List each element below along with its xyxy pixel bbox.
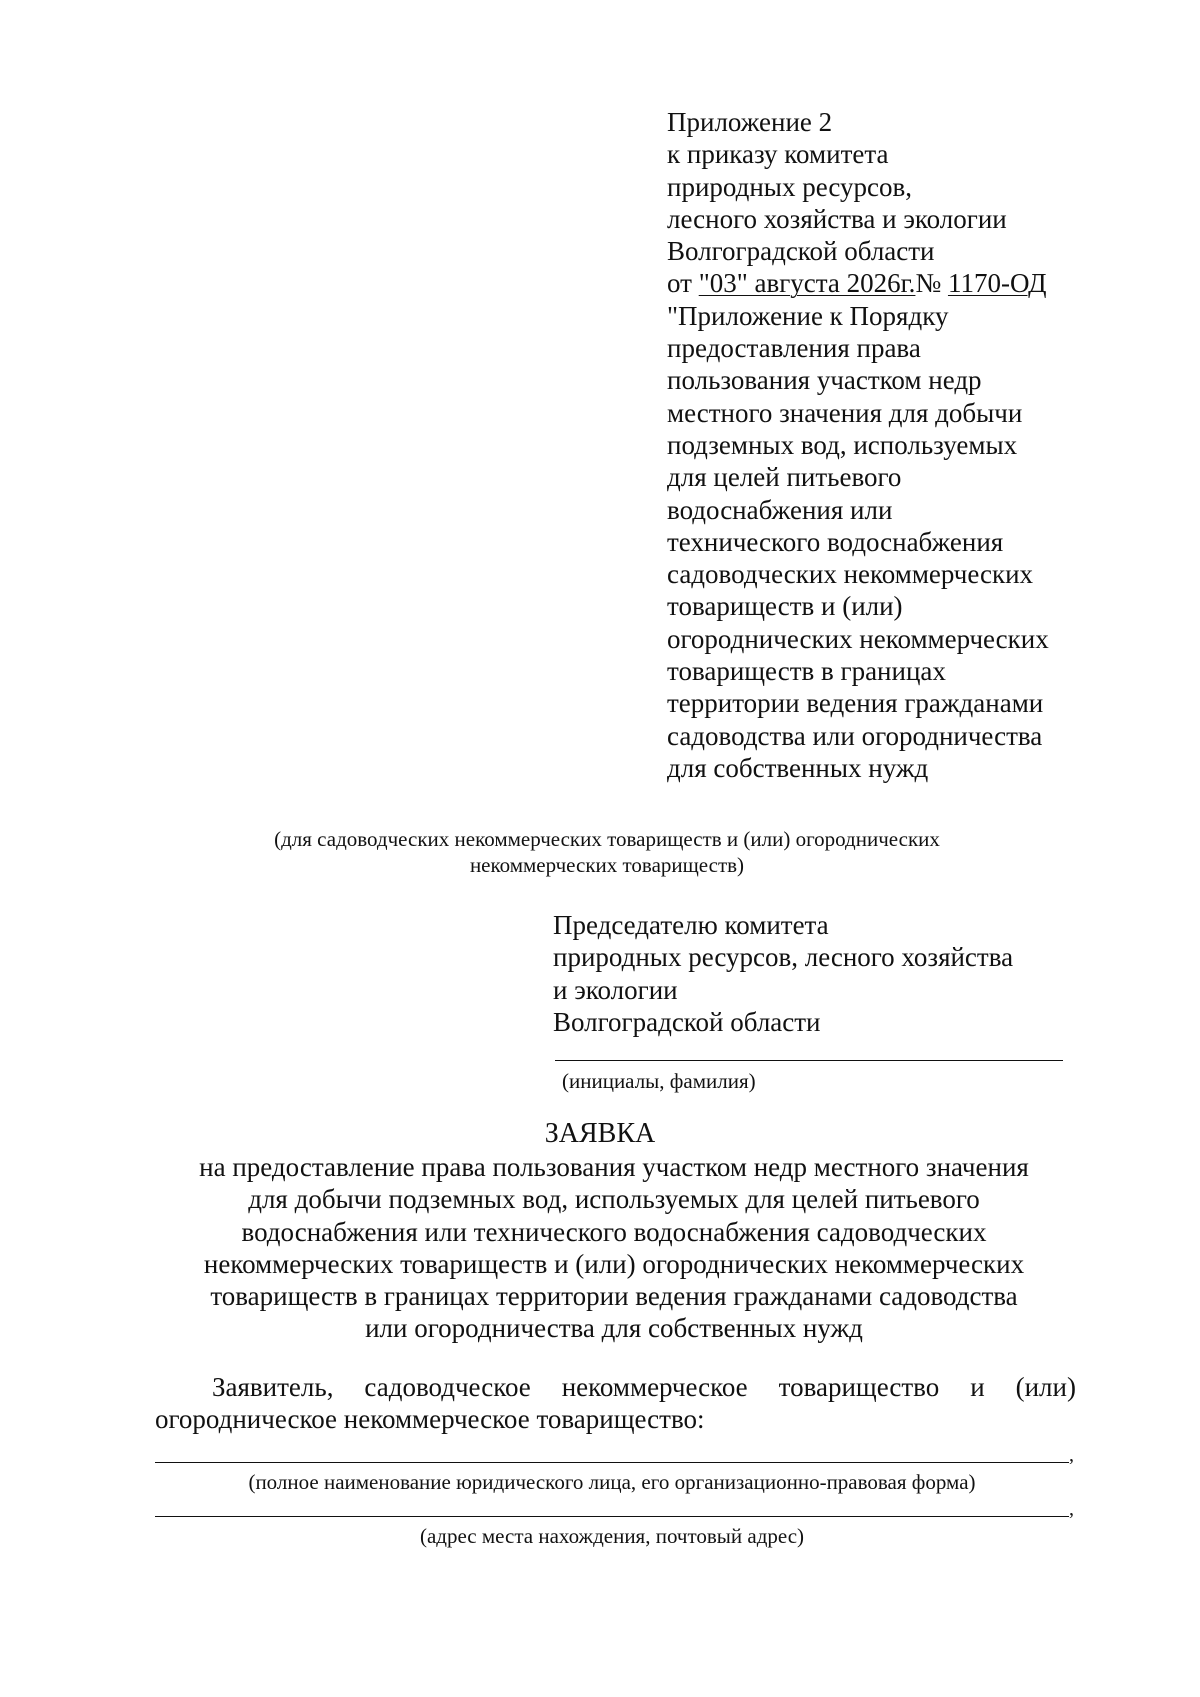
subtitle-line: водоснабжения или технического водоснабжения садоводческих bbox=[241, 1216, 987, 1247]
applicant-word: некоммерческое bbox=[561, 1372, 748, 1402]
signature-line bbox=[555, 1060, 1063, 1061]
subtitle-line: товариществ в границах территории ведения гражданами садоводства bbox=[210, 1281, 1018, 1312]
appendix-line: к приказу комитета bbox=[667, 139, 889, 170]
applicant-word: садоводческое bbox=[364, 1372, 531, 1402]
addressee-block bbox=[553, 909, 1013, 1038]
appendix-title: Приложение 2 bbox=[667, 107, 833, 137]
address-caption: (адрес места нахождения, почтовый адрес) bbox=[419, 1524, 805, 1548]
organization-name-caption: (полное наименование юридического лица, его организационно-правовая форма) bbox=[248, 1470, 976, 1494]
address-field[interactable] bbox=[155, 1516, 1069, 1517]
scope-note-line: некоммерческих товариществ) bbox=[469, 853, 745, 877]
order-line: предоставления права bbox=[667, 333, 921, 364]
order-line: подземных вод, используемых bbox=[667, 429, 1018, 460]
subtitle-line: для добычи подземных вод, используемых для целей питьевого bbox=[248, 1184, 980, 1215]
applicant-line-2: огородническое некоммерческое товарищество: bbox=[155, 1404, 705, 1434]
application-title: ЗАЯВКА bbox=[544, 1118, 656, 1149]
addressee-line: Волгоградской области bbox=[553, 1006, 821, 1037]
order-line: огороднических некоммерческих bbox=[667, 623, 1049, 654]
order-line: садоводства или огородничества bbox=[667, 720, 1043, 751]
order-line: территории ведения гражданами bbox=[667, 688, 1044, 719]
order-line: для собственных нужд bbox=[667, 752, 929, 783]
date-prefix: от bbox=[667, 268, 699, 299]
appendix-line: лесного хозяйства и экологии bbox=[667, 203, 1007, 234]
order-line: товариществ и (или) bbox=[667, 591, 903, 622]
order-number: 1170-ОД bbox=[947, 268, 1047, 299]
applicant-word: и bbox=[970, 1372, 985, 1402]
order-line: для целей питьевого bbox=[667, 462, 902, 493]
order-date: "03" августа 2026г. bbox=[698, 268, 916, 299]
order-line: местного значения для добычи bbox=[667, 397, 1023, 428]
order-line: пользования участком недр bbox=[667, 365, 982, 396]
addressee-line: и экологии bbox=[553, 974, 678, 1005]
order-line: технического водоснабжения bbox=[667, 526, 1004, 557]
subtitle-line: некоммерческих товариществ и (или) огороднических некоммерческих bbox=[203, 1248, 1025, 1279]
appendix-block bbox=[667, 106, 1049, 784]
order-line: водоснабжения или bbox=[667, 494, 893, 525]
application-subtitle bbox=[0, 1151, 1200, 1345]
field-comma: , bbox=[1069, 1444, 1074, 1466]
applicant-word: товарищество bbox=[778, 1372, 940, 1402]
initials-caption: (инициалы, фамилия) bbox=[562, 1069, 756, 1093]
appendix-line: Волгоградской области bbox=[667, 236, 935, 267]
appendix-line: природных ресурсов, bbox=[667, 171, 912, 202]
applicant-word: Заявитель, bbox=[212, 1372, 334, 1402]
scope-note-line: (для садоводческих некоммерческих товариществ и (или) огороднических bbox=[274, 827, 940, 851]
order-line: садоводческих некоммерческих bbox=[667, 559, 1034, 590]
field-comma: , bbox=[1069, 1498, 1074, 1520]
subtitle-line: на предоставление права пользования участком недр местного значения bbox=[199, 1152, 1029, 1182]
addressee-line: Председателю комитета bbox=[553, 910, 829, 940]
applicant-word: (или) bbox=[1015, 1372, 1076, 1402]
subtitle-line: или огородничества для собственных нужд bbox=[365, 1313, 863, 1344]
addressee-line: природных ресурсов, лесного хозяйства bbox=[553, 942, 1014, 973]
organization-name-field[interactable] bbox=[155, 1462, 1069, 1463]
order-date-line bbox=[667, 267, 1049, 299]
order-line: товариществ в границах bbox=[667, 656, 946, 687]
applicant-line-1 bbox=[212, 1371, 1076, 1403]
number-sign: № bbox=[915, 268, 948, 299]
scope-note bbox=[0, 826, 1200, 878]
order-line: "Приложение к Порядку bbox=[667, 300, 949, 331]
